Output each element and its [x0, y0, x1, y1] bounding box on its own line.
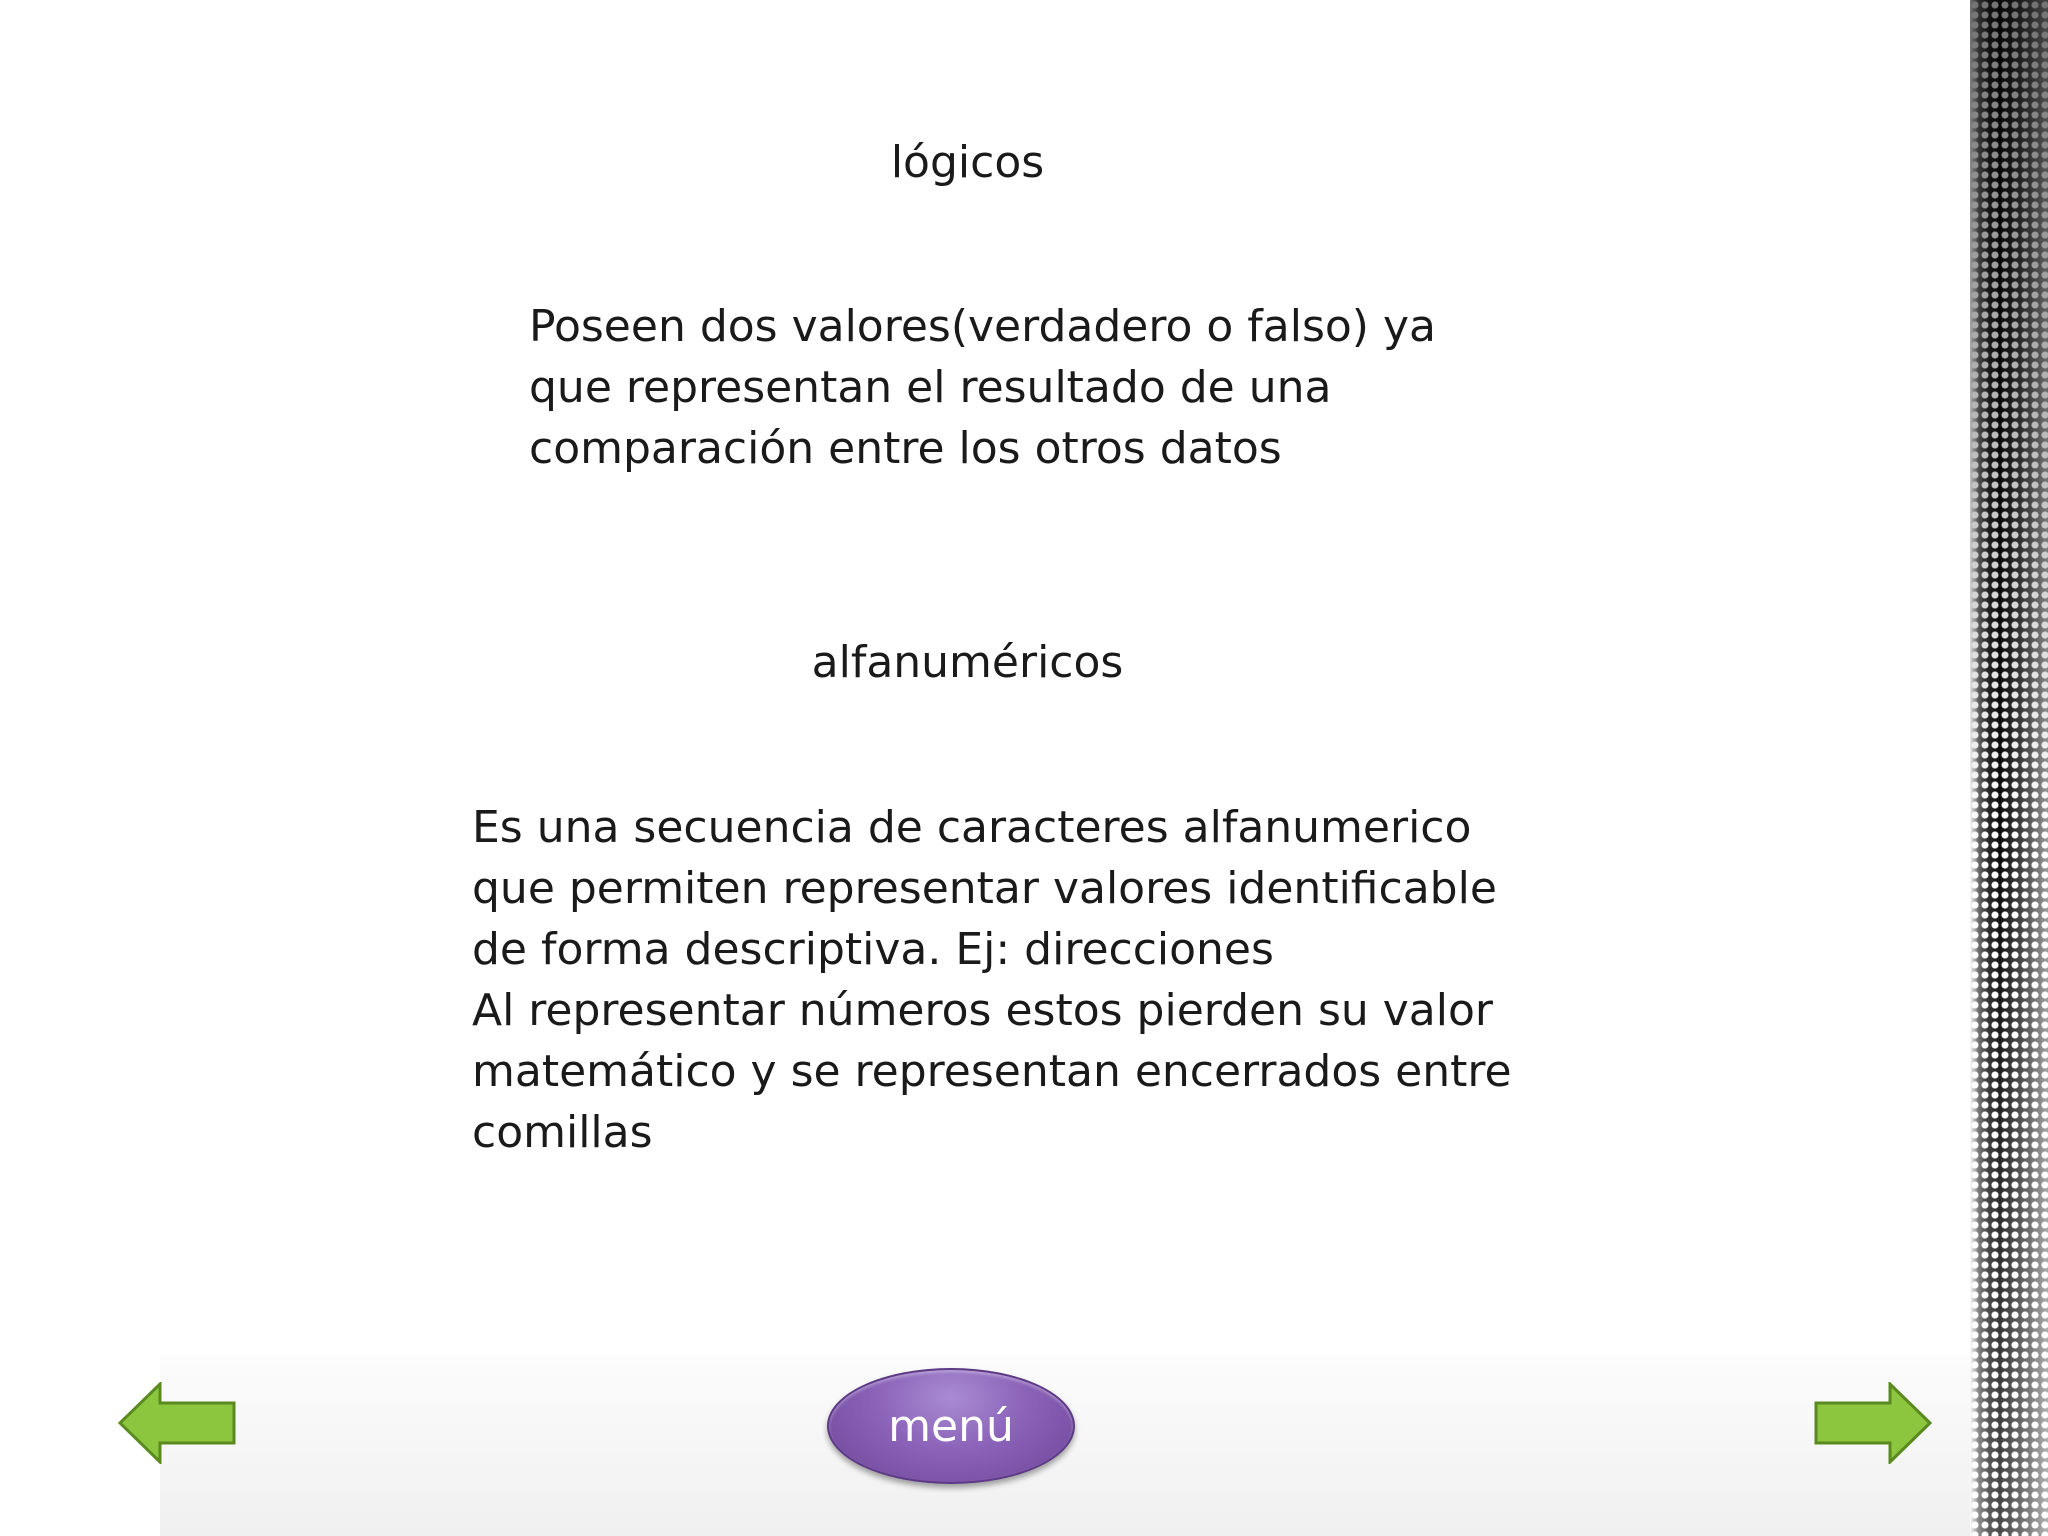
section-body-logicos [529, 296, 1436, 479]
body-line: que representan el resultado de una [529, 362, 1332, 413]
body-line: Es una secuencia de caracteres alfanumerico [472, 802, 1472, 853]
body-line: matemático y se representan encerrados entre [472, 1046, 1512, 1097]
menu-button[interactable] [827, 1368, 1075, 1484]
body-line: de forma descriptiva. Ej: direcciones [472, 924, 1274, 975]
arrow-left-icon [118, 1382, 238, 1464]
section-title-alfanumericos: alfanuméricos [811, 637, 1124, 688]
next-slide-button[interactable] [1812, 1382, 1932, 1464]
body-line: comparación entre los otros datos [529, 423, 1282, 474]
arrow-right-icon [1812, 1382, 1932, 1464]
body-line: comillas [472, 1107, 653, 1158]
body-line: Al representar números estos pierden su valor [472, 985, 1493, 1036]
previous-slide-button[interactable] [118, 1382, 238, 1464]
section-title-logicos: lógicos [890, 137, 1045, 188]
decorative-texture-strip [1970, 0, 2048, 1536]
section-body-alfanumericos [472, 797, 1512, 1163]
menu-button-label: menú [888, 1400, 1014, 1452]
body-line: Poseen dos valores(verdadero o falso) ya [529, 301, 1436, 352]
body-line: que permiten representar valores identificable [472, 863, 1497, 914]
